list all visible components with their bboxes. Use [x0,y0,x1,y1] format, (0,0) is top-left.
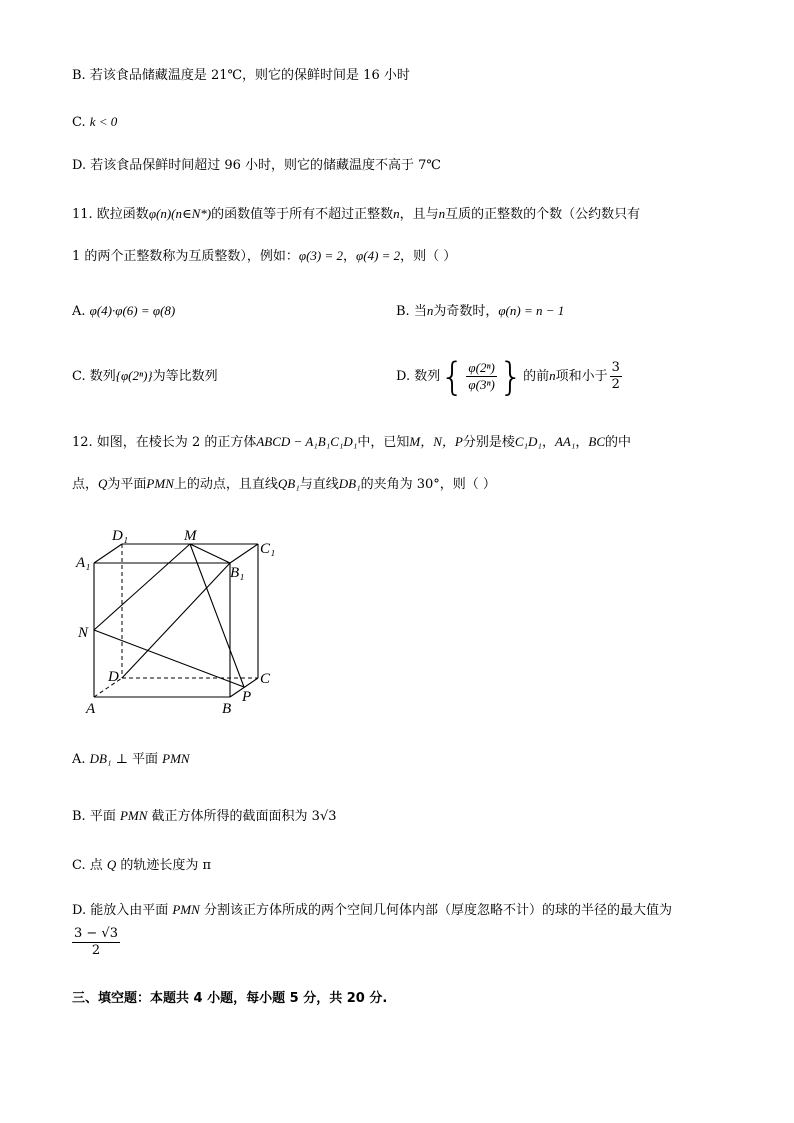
q11-option-c-text: 为等比数列 [152,369,218,384]
q12-points: M，N，P [409,434,463,449]
q11-option-a-label: A. [72,304,90,319]
q11-var-n: n [426,303,434,318]
q12-stem-text: ， [541,435,555,450]
section-heading [72,990,387,1008]
section-heading-text: 三、填空题：本题共 4 小题，每小题 5 分，共 20 分. [72,991,388,1006]
q10-option-c [72,113,117,132]
q11-example-1: φ(3) = 2 [298,248,344,263]
q12-stem-text: ， [575,435,589,450]
q12-stem-text: 12. 如图，在棱长为 2 的正方体 [72,435,257,450]
q12-option-a-label: A. [72,752,90,767]
label-c1: C₁ [260,541,276,557]
q11-stem-text: 的函数值等于所有不超过正整数 [211,207,394,222]
q11-option-d-text: D. 数列 [396,369,441,384]
q10-option-d-text: D. 若该食品保鲜时间超过 96 小时，则它的储藏温度不高于 7℃ [72,158,441,173]
q12-option-d [72,901,672,920]
left-brace-icon: { [440,354,465,399]
q11-option-d-fraction-den: 2 [611,377,620,392]
q10-option-c-math: k < 0 [89,114,118,129]
q12-option-d-fraction-den: 2 [91,943,101,958]
q12-option-c-text: C. 点 [72,858,107,873]
q11-option-d-fraction [610,360,622,393]
q11-option-d-fraction-num: 3 [611,360,620,375]
q11-option-d-text: 的前 [523,369,550,384]
q12-option-b [72,807,337,826]
edge-b1-c1 [230,544,258,563]
q11-stem-text: 11. 欧拉函数 [72,207,149,222]
q11-stem-line1 [72,205,640,224]
q11-option-c [72,367,218,386]
label-a: A [86,701,96,717]
label-d: D [108,669,119,685]
q12-stem-line2 [72,475,496,494]
q12-plane-pmn: PMN [162,751,190,766]
q11-stem-text: ，则（ ） [400,249,457,264]
cube-figure [70,525,290,720]
q11-option-b [396,302,564,321]
q12-edge-bc: BC [588,434,605,449]
q10-option-b-text: B. 若该食品储藏温度是 21℃，则它的保鲜时间是 16 小时 [72,68,410,83]
q11-stem-text: ，且与 [399,207,439,222]
q12-option-a-text: ⊥ 平面 [111,752,163,767]
q10-option-c-label: C. [72,115,90,130]
label-c: C [260,671,271,687]
q11-stem-text: ， [343,249,357,264]
q11-var-n: n [438,206,446,221]
q10-option-b [72,67,410,85]
q12-plane-pmn: PMN [119,808,148,823]
q12-stem-line1 [72,433,631,452]
q11-option-c-math: {φ(2ⁿ)} [115,368,153,383]
q11-option-d-text: 项和小于 [555,369,608,384]
label-d1: D₁ [112,528,129,544]
q12-line-qb1: QB₁ [277,476,300,491]
q12-option-d-answer [72,926,120,959]
q11-option-d-ratio [466,360,496,393]
q11-option-d [396,348,624,405]
q12-option-c-text: 的轨迹长度为 π [116,858,212,873]
q10-option-d [72,157,441,175]
q12-option-d-fraction-num: 3 − √3 [74,926,118,941]
q12-stem-text: 的夹角为 30°，则（ ） [360,477,496,492]
q12-stem-text: 中，已知 [357,435,410,450]
q12-point-q: Q [106,857,117,872]
q11-euler-function: φ(n)(n∈N*) [148,206,212,221]
q12-option-c [72,856,211,875]
q12-option-a [72,750,190,769]
q12-edge-aa1: AA₁ [554,434,576,449]
q11-option-b-text: B. 当 [396,304,427,319]
label-b: B [222,701,232,717]
q12-cube-name: ABCD − A₁B₁C₁D₁ [256,434,358,449]
q11-option-d-ratio-num: φ(2ⁿ) [468,360,495,375]
q12-edge-c1d1: C₁D₁ [514,434,542,449]
q12-stem-text: 与直线 [299,477,339,492]
q11-option-c-text: C. 数列 [72,369,116,384]
q12-line-db1: DB₁ [338,476,361,491]
label-b1: B₁ [230,565,245,581]
q12-stem-text: 分别是棱 [462,435,515,450]
label-n: N [78,625,89,641]
label-p: P [242,689,252,705]
q11-example-2: φ(4) = 2 [356,248,401,263]
q11-option-b-math: φ(n) = n − 1 [498,303,565,318]
q12-option-d-fraction [72,926,120,959]
q12-plane-pmn: PMN [172,902,200,917]
q11-option-a [72,302,175,321]
q12-option-d-text: D. 能放入由平面 [72,903,173,918]
q12-option-a-math: DB₁ [89,751,112,766]
q12-stem-text: 上的动点，且直线 [173,477,278,492]
q12-option-d-text: 分割该正方体所成的两个空间几何体内部（厚度忽略不计）的球的半径的最大值为 [199,903,672,918]
q11-stem-text: 互质的正整数的个数（公约数只有 [445,207,641,222]
q11-option-d-ratio-den: φ(3ⁿ) [468,377,495,392]
q11-stem-line2 [72,247,456,266]
right-brace-icon: } [498,354,524,399]
q12-option-b-text: 截正方体所得的截面面积为 3√3 [147,809,337,824]
q11-option-a-math: φ(4)·φ(6) = φ(8) [89,303,176,318]
q11-var-n: n [549,368,556,383]
q11-option-b-text: 为奇数时， [433,304,499,319]
q12-stem-text: 的中 [605,435,632,450]
edge-a1-d1 [94,544,122,563]
q11-var-n: n [393,206,400,221]
q12-stem-text: 为平面 [107,477,147,492]
label-a1: A₁ [76,555,91,571]
q12-stem-text: 点， [72,477,99,492]
label-m: M [184,528,197,544]
q12-plane-pmn: PMN [146,476,174,491]
q12-option-b-text: B. 平面 [72,809,120,824]
q12-point-q: Q [98,476,108,491]
q11-stem-text: 1 的两个正整数称为互质整数），例如： [72,249,299,264]
segment-m-n [94,544,190,630]
